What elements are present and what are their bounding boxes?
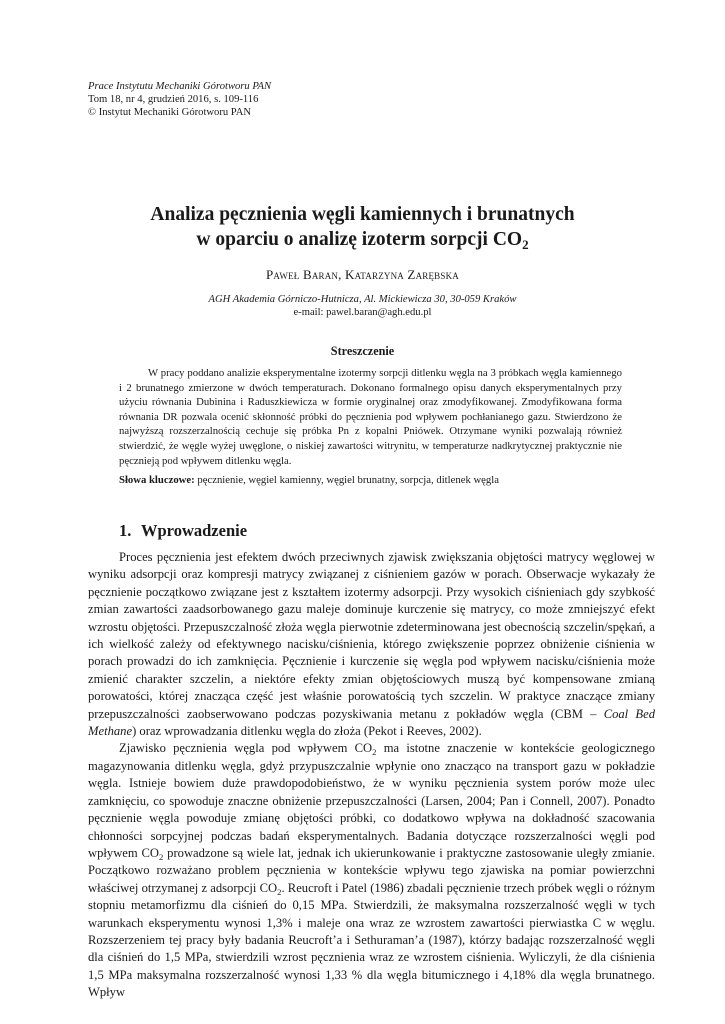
section-body xyxy=(88,549,655,1002)
paper-title-line2-text: w oparciu o analizę izoterm sorpcji CO xyxy=(196,229,523,250)
paragraph-1 xyxy=(88,549,655,740)
subscript: 2 xyxy=(159,851,164,862)
subscript: 2 xyxy=(372,747,377,758)
affiliation xyxy=(40,293,685,319)
section-heading xyxy=(119,521,247,541)
paragraph-1-part-a: Proces pęcznienia jest efektem dwóch przeciwnych zjawisk zwiększania objętości matrycy węglowej w wyniku adsorpcji oraz kompresji matrycy związanej z ciśnieniem gazów w porach. Obserwacje wykazały że pęcznienie początkowo związane jest z kształtem izotermy adsorpcji. Przy wysokich ciśnieniach gdy szybkość zmian zawartości zaadsorbowanego gazu maleje dominuje kurczenie się matrycy, co może zmniejszyć efekt wzrostu objętości. Przepuszczalność złoża węgla pierwotnie zdeterminowana jest obecnością szczelin/spękań, a ich wielkość zależy od efektywnego nacisku/ciśnienia, którego zwiększenie poprzez obniżenie ciśnienia w porach prowadzi do ich zamknięcia. Pęcznienie i kurczenie się węgla pod wpływem nacisku/ciśnienia może zmienić charakter szczelin, a niektóre efekty zmian objętościowych muszą być kompensowane zmianą porowatości, której znacząca część jest właśnie porowatością tych szczelin. W praktyce znaczące zmiany przepuszczalności zaobserwowano podczas pozyskiwania metanu z pokładów węgla (CBM – xyxy=(88,550,655,721)
abstract-heading: Streszczenie xyxy=(330,344,395,358)
section-title: Wprowadzenie xyxy=(141,521,248,540)
journal-header xyxy=(88,80,271,119)
affiliation-email: e-mail: pawel.baran@agh.edu.pl xyxy=(293,307,432,318)
journal-volume-info: Tom 18, nr 4, grudzień 2016, s. 109-116 xyxy=(88,94,259,105)
section-number: 1. xyxy=(119,521,132,540)
co2-subscript: 2 xyxy=(522,237,529,252)
paragraph-2-part-b: ma istotne znaczenie w kontekście geologicznego magazynowania ditlenku węgla, gdyż przypuszczalnie wpłynie ono znacząco na transport gazu w pokładzie węgla. Istnieje bowiem duże prawdopodobieństwo, że w wyniku pęcznienia system porów może ulec zamknięciu, co spowoduje znaczne obniżenie przepuszczalności (Larsen, 2004; Pan i Connell, 2007). Ponadto pęcznienie węgla powoduje zmianę objętości próbki, co dodatkowo wpływa na dokładność szacowania chłonności sorpcyjnej podczas badań eksperymentalnych. Badania dotyczące rozszerzalności węgli pod wpływem CO xyxy=(88,741,655,860)
paragraph-1-italic: Coal Bed Methane xyxy=(88,706,655,739)
journal-name: Prace Instytutu Mechaniki Górotworu PAN xyxy=(88,81,272,92)
keywords-label: Słowa kluczowe: xyxy=(119,474,195,486)
paper-title-line2 xyxy=(60,227,665,252)
author-list: Paweł Baran, Katarzyna Zarębska xyxy=(266,267,459,282)
paper-title xyxy=(60,202,665,252)
paragraph-2-part-a: Zjawisko pęcznienia węgla pod wpływem CO xyxy=(119,741,373,756)
paragraph-2-part-c: prowadzone są wiele lat, jednak ich ukierunkowanie i praktyczne zastosowanie uległy zmianie. Początkowo rozważano problem pęcznienia w kontekście wpływu tego zjawiska na pomiar powierzchni właściwej otrzymanej z adsorpcji CO xyxy=(88,845,656,895)
paragraph-1-part-b: ) oraz wprowadzania ditlenku węgla do złoża (Pekot i Reeves, 2002). xyxy=(132,724,482,739)
paragraph-2 xyxy=(88,740,655,1001)
keywords-text: pęcznienie, węgiel kamienny, węgiel brunatny, sorpcja, ditlenek węgla xyxy=(194,474,499,486)
abstract-body xyxy=(119,366,622,468)
paper-title-line1: Analiza pęcznienia węgli kamiennych i brunatnych xyxy=(150,204,575,225)
keywords xyxy=(119,474,622,486)
paragraph-2-part-d: . Reucroft i Patel (1986) zbadali pęcznienie trzech próbek węgli o różnym stopniu metamorfizmu dla ciśnień do 0,15 MPa. Stwierdzili, że maksymalna rozszerzalność węgli w tych warunkach eksperymentu wynosi 1,3% i maleje ona wraz ze wzrostem zawartości pierwiastka C w węglu. Rozszerzeniem tej pracy były badania Reucroft’a i Sethuraman’a (1987), którzy badając rozszerzalność węgli dla ciśnień do 1,5 MPa, stwierdzili wzrost pęcznienia wraz ze wzrostem ciśnienia. Wyliczyli, że dla ciśnienia 1,5 MPa maksymalna rozszerzalność wynosi 1,33 % dla węgla bitumicznego i 4,18% dla węgla brunatnego. Wpływ xyxy=(88,880,655,1000)
affiliation-institution: AGH Akademia Górniczo-Hutnicza, Al. Mickiewicza 30, 30-059 Kraków xyxy=(208,294,517,305)
subscript: 2 xyxy=(277,886,282,897)
abstract-text: W pracy poddano analizie eksperymentalne izotermy sorpcji ditlenku węgla na 3 próbkach węgla kamiennego i 2 brunatnego zmierzone w dwóch temperaturach. Dokonano formalnego opisu danych eksperymentalnych przy użyciu równania Dubinina i Raduszkiewicza w formie oryginalnej oraz zmodyfikowanej. Zmodyfikowana forma równania DR pozwala ocenić skłonność próbki do pęcznienia pod wpływem pochłanianego gazu. Stwierdzono że najwyższą rozszerzalnością cechuje się próbka Pn z kopalni Pniówek. Otrzymane wyniki pozwalają również stwierdzić, że węgle wyżej uwęglone, o niskiej zawartości witrynitu, w temperaturze nadkrytycznej praktycznie nie pęcznieją pod wpływem ditlenku węgla. xyxy=(119,367,622,467)
journal-copyright: © Instytut Mechaniki Górotworu PAN xyxy=(88,107,252,118)
